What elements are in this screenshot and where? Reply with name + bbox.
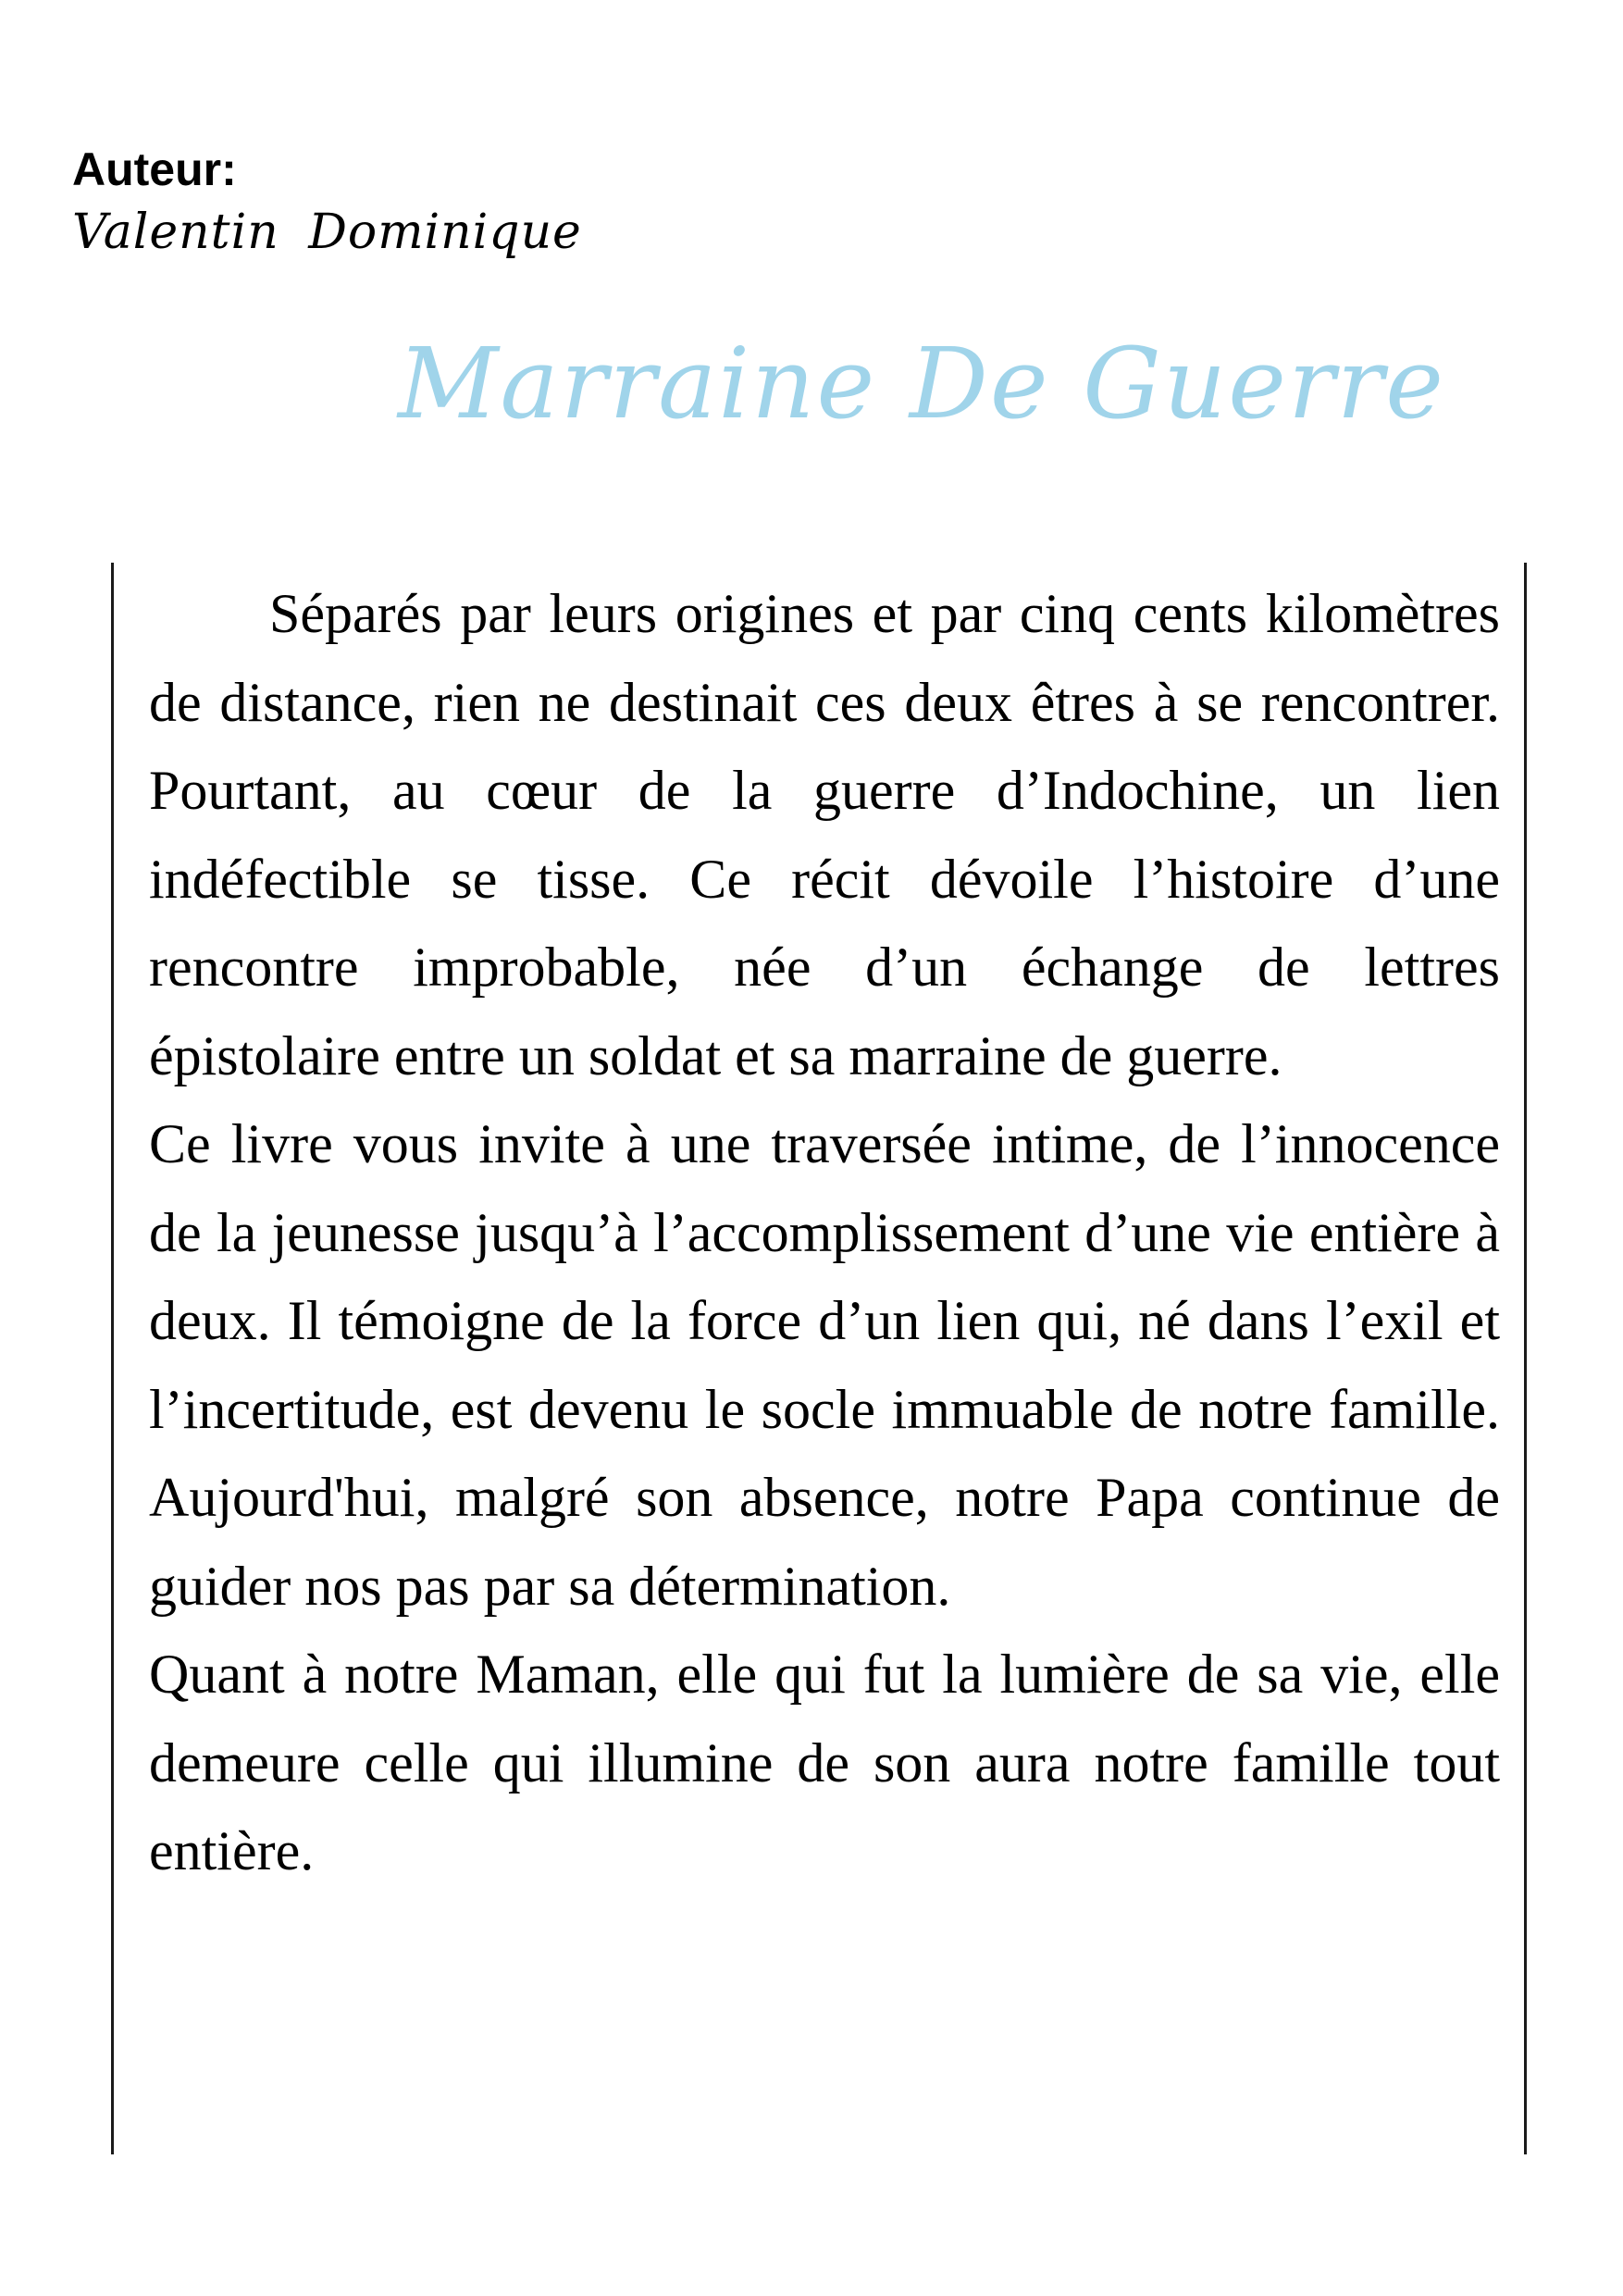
book-title: Marraine De Guerre xyxy=(398,327,1446,441)
summary-paragraph-1: Séparés par leurs origines et par cinq cents kilomètres de distance, rien ne destinait ces deux êtres à se rencontrer. Pourtant, au cœur de la guerre d’Indochine, un lien indéfectible se tisse. Ce récit dévoile l’histoire d’une rencontre improbable, née d’un échange de lettres épistolaire entre un soldat et sa marraine de guerre. xyxy=(149,583,1500,1086)
summary-text xyxy=(149,570,1500,1896)
summary-paragraph-2: Ce livre vous invite à une traversée intime, de l’innocence de la jeunesse jusqu’à l’accomplissement d’une vie entière à deux. Il témoigne de la force d’un lien qui, né dans l’exil et l’incertitude, est devenu le socle immuable de notre famille. Aujourd'hui, malgré son absence, notre Papa continue de guider nos pas par sa détermination. xyxy=(149,1113,1500,1617)
author-name: Valentin Dominique xyxy=(72,205,582,260)
summary-paragraph-3: Quant à notre Maman, elle qui fut la lumière de sa vie, elle demeure celle qui illumine de son aura notre famille tout entière. xyxy=(149,1644,1500,1881)
author-label: Auteur: xyxy=(72,143,237,195)
summary-frame xyxy=(111,563,1527,2154)
author-block xyxy=(72,139,997,265)
